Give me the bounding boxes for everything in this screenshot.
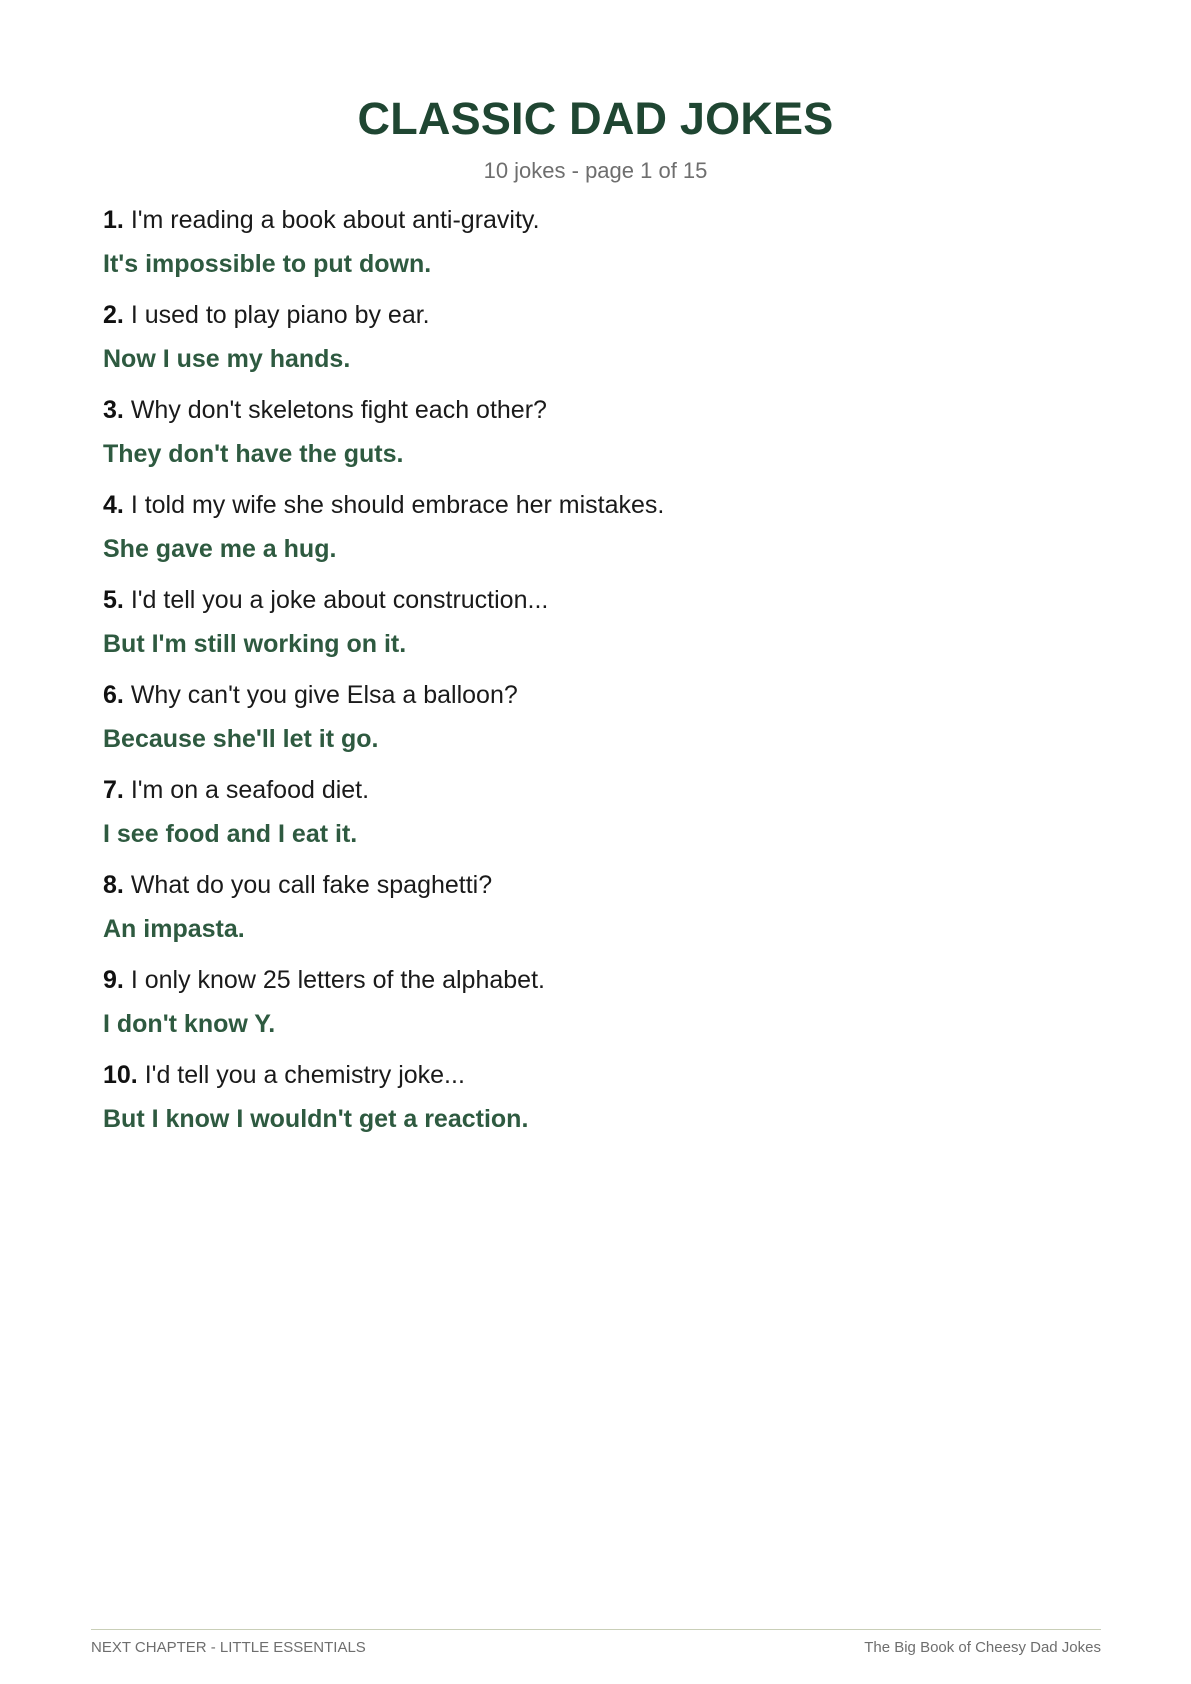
- joke-punchline: I don't know Y.: [103, 1010, 276, 1038]
- joke-number: 10.: [103, 1061, 138, 1089]
- joke-punchline: But I'm still working on it.: [103, 630, 407, 658]
- joke-punchline: Now I use my hands.: [103, 345, 351, 373]
- joke-item: [103, 679, 1103, 774]
- joke-setup: [103, 774, 1103, 818]
- joke-item: [103, 774, 1103, 869]
- joke-number: 7.: [103, 776, 124, 804]
- joke-item: [103, 394, 1103, 489]
- joke-item: [103, 1059, 1103, 1154]
- joke-setup: [103, 204, 1103, 248]
- joke-punchline: But I know I wouldn't get a reaction.: [103, 1105, 529, 1133]
- joke-number: 6.: [103, 681, 124, 709]
- joke-setup: [103, 1059, 1103, 1103]
- joke-question: I'd tell you a joke about construction...: [130, 586, 549, 614]
- joke-number: 5.: [103, 586, 124, 614]
- joke-setup: [103, 679, 1103, 723]
- joke-punchline: I see food and I eat it.: [103, 820, 358, 848]
- joke-setup: [103, 584, 1103, 628]
- joke-item: [103, 869, 1103, 964]
- joke-number: 1.: [103, 206, 124, 234]
- joke-setup: [103, 489, 1103, 533]
- joke-punchline: It's impossible to put down.: [103, 250, 432, 278]
- joke-item: [103, 584, 1103, 679]
- joke-question: Why don't skeletons fight each other?: [130, 396, 547, 424]
- joke-setup: [103, 394, 1103, 438]
- footer-divider: [91, 1629, 1101, 1630]
- joke-punchline: They don't have the guts.: [103, 440, 404, 468]
- joke-setup: [103, 869, 1103, 913]
- joke-question: I'm on a seafood diet.: [130, 776, 370, 804]
- joke-number: 9.: [103, 966, 124, 994]
- joke-punchline: She gave me a hug.: [103, 535, 337, 563]
- joke-question: I'm reading a book about anti-gravity.: [130, 206, 540, 234]
- joke-item: [103, 964, 1103, 1059]
- joke-question: I told my wife she should embrace her mistakes.: [130, 491, 665, 519]
- joke-item: [103, 204, 1103, 299]
- joke-number: 4.: [103, 491, 124, 519]
- page-subtitle: 10 jokes - page 1 of 15: [483, 158, 708, 183]
- joke-question: I'd tell you a chemistry joke...: [144, 1061, 465, 1089]
- joke-setup: [103, 299, 1103, 343]
- joke-item: [103, 489, 1103, 584]
- joke-question: I only know 25 letters of the alphabet.: [130, 966, 545, 994]
- joke-setup: [103, 964, 1103, 1008]
- page-title: CLASSIC DAD JOKES: [357, 93, 834, 144]
- joke-item: [103, 299, 1103, 394]
- footer-chapter-label: NEXT CHAPTER - LITTLE ESSENTIALS: [91, 1639, 366, 1656]
- footer-book-title: The Big Book of Cheesy Dad Jokes: [864, 1639, 1101, 1656]
- joke-punchline: An impasta.: [103, 915, 245, 943]
- joke-question: I used to play piano by ear.: [130, 301, 430, 329]
- joke-question: What do you call fake spaghetti?: [130, 871, 493, 899]
- joke-question: Why can't you give Elsa a balloon?: [130, 681, 518, 709]
- joke-list: [103, 204, 1103, 1154]
- joke-number: 2.: [103, 301, 124, 329]
- joke-number: 3.: [103, 396, 124, 424]
- joke-number: 8.: [103, 871, 124, 899]
- joke-punchline: Because she'll let it go.: [103, 725, 379, 753]
